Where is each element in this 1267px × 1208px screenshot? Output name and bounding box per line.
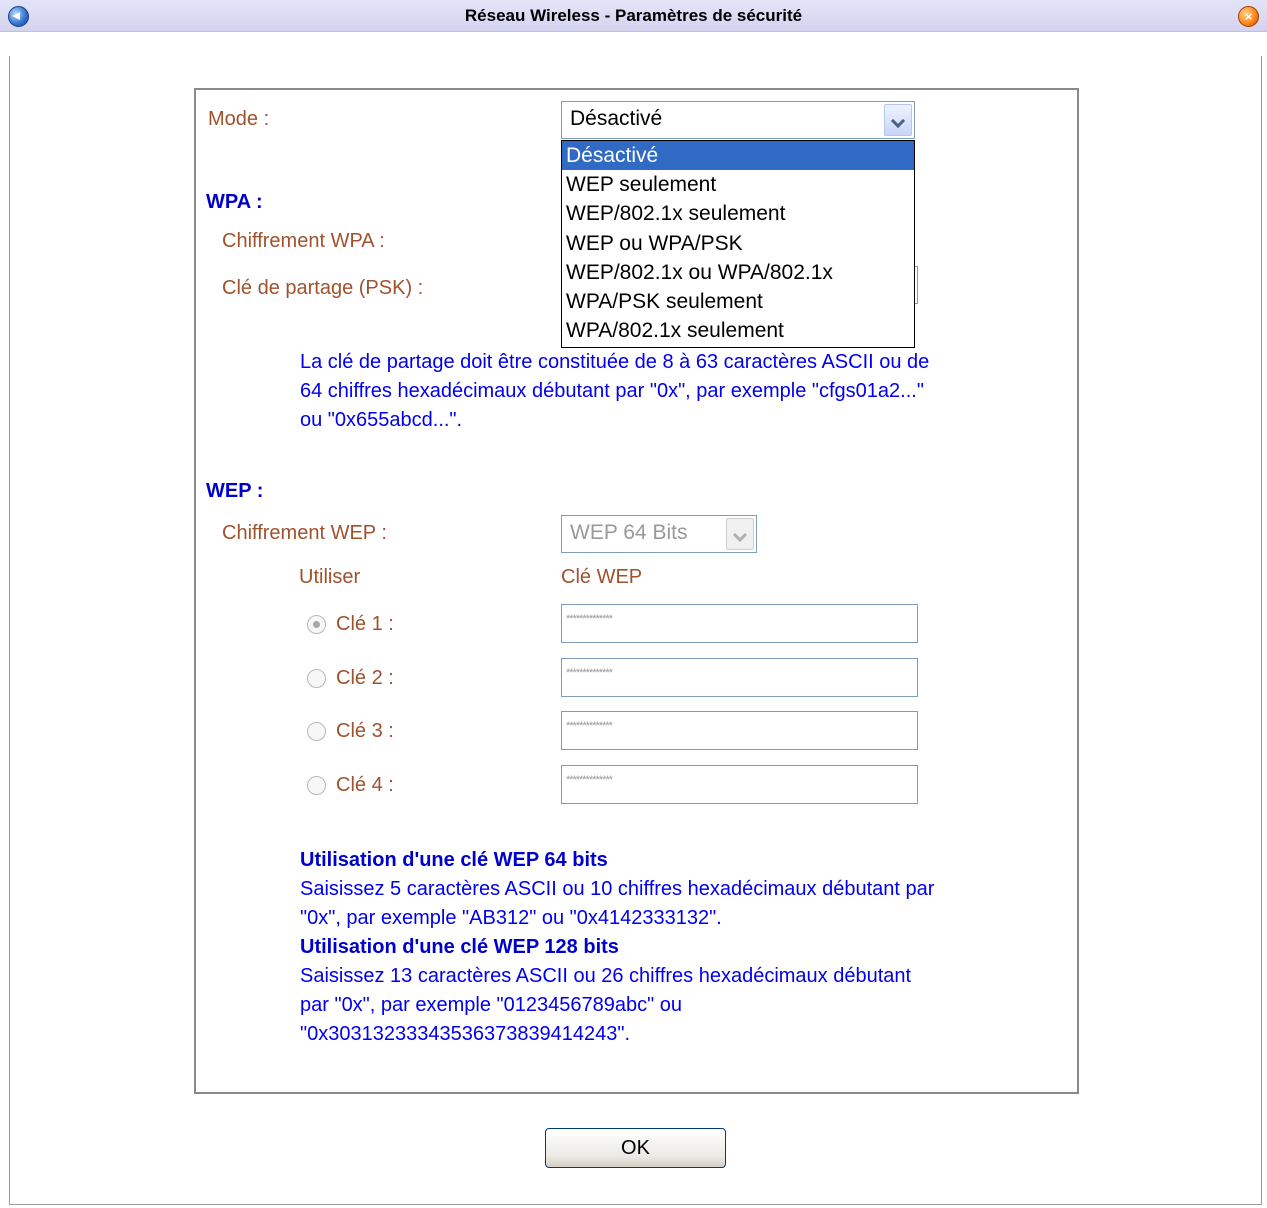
wep128-help-line: par "0x", par exemple "0123456789abc" ou [300, 994, 682, 1016]
wep-encryption-value: WEP 64 Bits [570, 521, 688, 544]
key2-label: Clé 2 : [336, 667, 394, 689]
key1-field[interactable] [561, 604, 918, 643]
key4-label: Clé 4 : [336, 774, 394, 796]
wep-help-text [300, 846, 1070, 1049]
psk-help-text [300, 348, 1070, 435]
wep-encryption-label: Chiffrement WEP : [222, 522, 387, 544]
key2-value: ************** [566, 667, 612, 679]
key4-value: ************** [566, 774, 612, 786]
psk-help-line: La clé de partage doit être constituée de 8 à 63 caractères ASCII ou de [300, 351, 930, 373]
close-icon[interactable]: × [1238, 6, 1259, 27]
mode-option-wep-or-wpa-psk[interactable]: WEP ou WPA/PSK [566, 231, 743, 255]
wep-heading: WEP : [206, 480, 264, 502]
mode-label: Mode : [208, 108, 270, 130]
wpa-encryption-label: Chiffrement WPA : [222, 230, 385, 252]
key3-radio[interactable] [307, 722, 326, 741]
mode-option-wep-8021x[interactable]: WEP/802.1x seulement [566, 202, 786, 226]
key4-field[interactable] [561, 765, 918, 804]
wep-key-column-header: Clé WEP [561, 566, 643, 588]
psk-help-line: 64 chiffres hexadécimaux débutant par "0x", par exemple "cfgs01a2..." [300, 380, 924, 402]
key2-radio[interactable] [307, 669, 326, 688]
mode-option-wpa-8021x[interactable]: WPA/802.1x seulement [566, 319, 784, 343]
ok-button[interactable]: OK [545, 1128, 726, 1168]
mode-option-wpa-psk[interactable]: WPA/PSK seulement [566, 289, 763, 313]
key3-field[interactable] [561, 711, 918, 750]
mode-option-wep-8021x-or-wpa-8021x[interactable]: WEP/802.1x ou WPA/802.1x [566, 260, 833, 284]
wep64-help-title: Utilisation d'une clé WEP 64 bits [300, 849, 608, 871]
use-column-header: Utiliser [299, 566, 361, 588]
window-title: Réseau Wireless - Paramètres de sécurité [464, 6, 803, 25]
wep64-help-line: Saisissez 5 caractères ASCII ou 10 chiffres hexadécimaux débutant par [300, 878, 935, 900]
psk-label: Clé de partage (PSK) : [222, 277, 424, 299]
mode-select[interactable] [561, 101, 915, 139]
key4-radio[interactable] [307, 776, 326, 795]
wpa-heading: WPA : [206, 191, 263, 213]
key2-field[interactable] [561, 658, 918, 697]
key1-radio[interactable] [307, 615, 326, 634]
wep128-help-line: "0x30313233343536373839414243". [300, 1023, 631, 1045]
mode-option-disabled[interactable]: Désactivé [562, 141, 914, 170]
key1-value: ************** [566, 613, 612, 625]
mode-option-wep[interactable]: WEP seulement [566, 173, 717, 197]
wep128-help-title: Utilisation d'une clé WEP 128 bits [300, 936, 619, 958]
psk-help-line: ou "0x655abcd...". [300, 409, 463, 431]
chevron-down-icon[interactable] [884, 104, 912, 136]
wep128-help-line: Saisissez 13 caractères ASCII ou 26 chiffres hexadécimaux débutant [300, 965, 912, 987]
key1-label: Clé 1 : [336, 613, 394, 635]
key3-label: Clé 3 : [336, 720, 394, 742]
chevron-down-icon[interactable] [726, 518, 754, 550]
mode-select-value: Désactivé [570, 107, 663, 130]
wep64-help-line: "0x", par exemple "AB312" ou "0x4142333132". [300, 907, 722, 929]
wep-encryption-select[interactable] [561, 515, 757, 553]
mode-dropdown-list[interactable] [561, 140, 915, 348]
key3-value: ************** [566, 720, 612, 732]
